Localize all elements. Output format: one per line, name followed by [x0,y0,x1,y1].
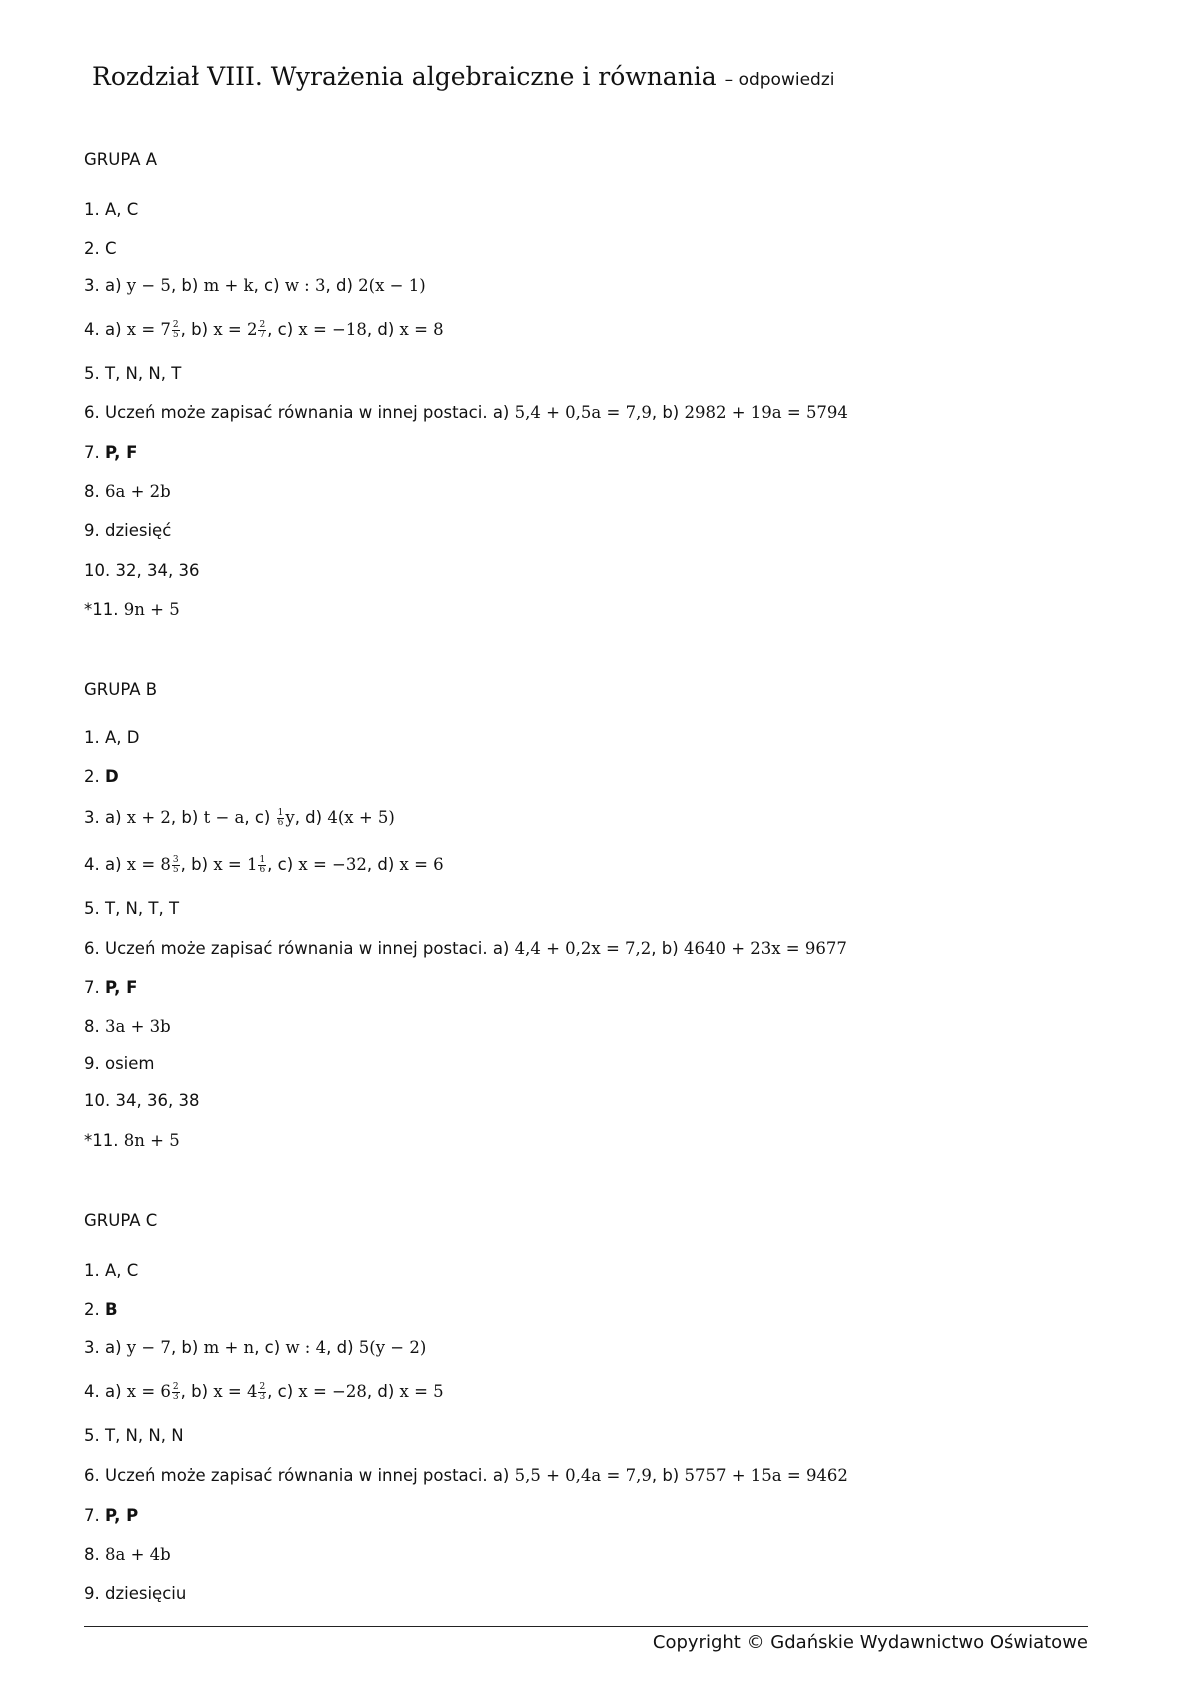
group-b-answer-6: 6. Uczeń może zapisać równania w innej postaci. a) 4,4 + 0,2x = 7,2, b) 4640 + 23x = 9677 [84,939,847,958]
group-c-answer-9: 9. dziesięciu [84,1584,187,1603]
page-title [92,62,834,91]
group-c-answer-1: 1. A, C [84,1261,139,1280]
group-c-answer-5: 5. T, N, N, N [84,1426,184,1445]
group-a-answer-6: 6. Uczeń może zapisać równania w innej postaci. a) 5,4 + 0,5a = 7,9, b) 2982 + 19a = 5794 [84,403,848,422]
group-a-answer-2: 2. C [84,239,117,258]
group-b-answer-4: 4. a) x = 8 $\frac{3}{5}$ , b) x = 1 $\frac{1}{6}$ , c) x = −32, d) x = 6 [84,855,444,875]
group-b-answer-3: 3. a) x + 2, b) t − a, c) $\frac{1}{6}$ y, d) 4(x + 5) [84,808,395,828]
footer-copyright: Copyright © Gdańskie Wydawnictwo Oświatowe [652,1632,1088,1653]
group-c-answer-2: 2. B [84,1300,118,1319]
group-a-answer-1: 1. A, C [84,200,139,219]
group-b-answer-5: 5. T, N, T, T [84,899,180,918]
group-b-answer-9: 9. osiem [84,1054,155,1073]
page-title-suffix: – odpowiedzi [724,70,835,90]
group-a-answer-9: 9. dziesięć [84,521,172,540]
group-c-heading: GRUPA C [84,1211,158,1230]
group-c-answer-4: 4. a) x = 6 $\frac{2}{3}$ , b) x = 4 $\frac{2}{3}$ , c) x = −28, d) x = 5 [84,1382,444,1402]
group-b-answer-8: 8. 3a + 3b [84,1017,171,1036]
group-c-answer-7: 7. P, P [84,1506,139,1525]
group-b-answer-1: 1. A, D [84,728,140,747]
group-a-answer-3: 3. a) y − 5, b) m + k, c) w : 3, d) 2(x − 1) [84,276,426,295]
footer-divider [84,1626,1088,1627]
group-c-answer-3: 3. a) y − 7, b) m + n, c) w : 4, d) 5(y − 2) [84,1338,427,1357]
group-b-answer-11: *11. 8n + 5 [84,1131,180,1150]
page-title-text: Rozdział VIII. Wyrażenia algebraiczne i równania [92,62,717,91]
group-c-answer-6: 6. Uczeń może zapisać równania w innej postaci. a) 5,5 + 0,4a = 7,9, b) 5757 + 15a = 9462 [84,1466,848,1485]
group-b-answer-10: 10. 34, 36, 38 [84,1091,200,1110]
group-a-answer-11: *11. 9n + 5 [84,600,180,619]
group-a-answer-5: 5. T, N, N, T [84,364,182,383]
group-a-answer-4: 4. a) x = 7 $\frac{2}{5}$ , b) x = 2 $\frac{2}{7}$ , c) x = −18, d) x = 8 [84,320,444,340]
group-a-heading: GRUPA A [84,150,158,169]
group-b-heading: GRUPA B [84,680,158,699]
group-a-answer-10: 10. 32, 34, 36 [84,561,200,580]
group-c-answer-8: 8. 8a + 4b [84,1545,171,1564]
group-a-answer-7: 7. P, F [84,443,138,462]
group-b-answer-2: 2. D [84,767,119,786]
group-b-answer-7: 7. P, F [84,978,138,997]
group-a-answer-8: 8. 6a + 2b [84,482,171,501]
